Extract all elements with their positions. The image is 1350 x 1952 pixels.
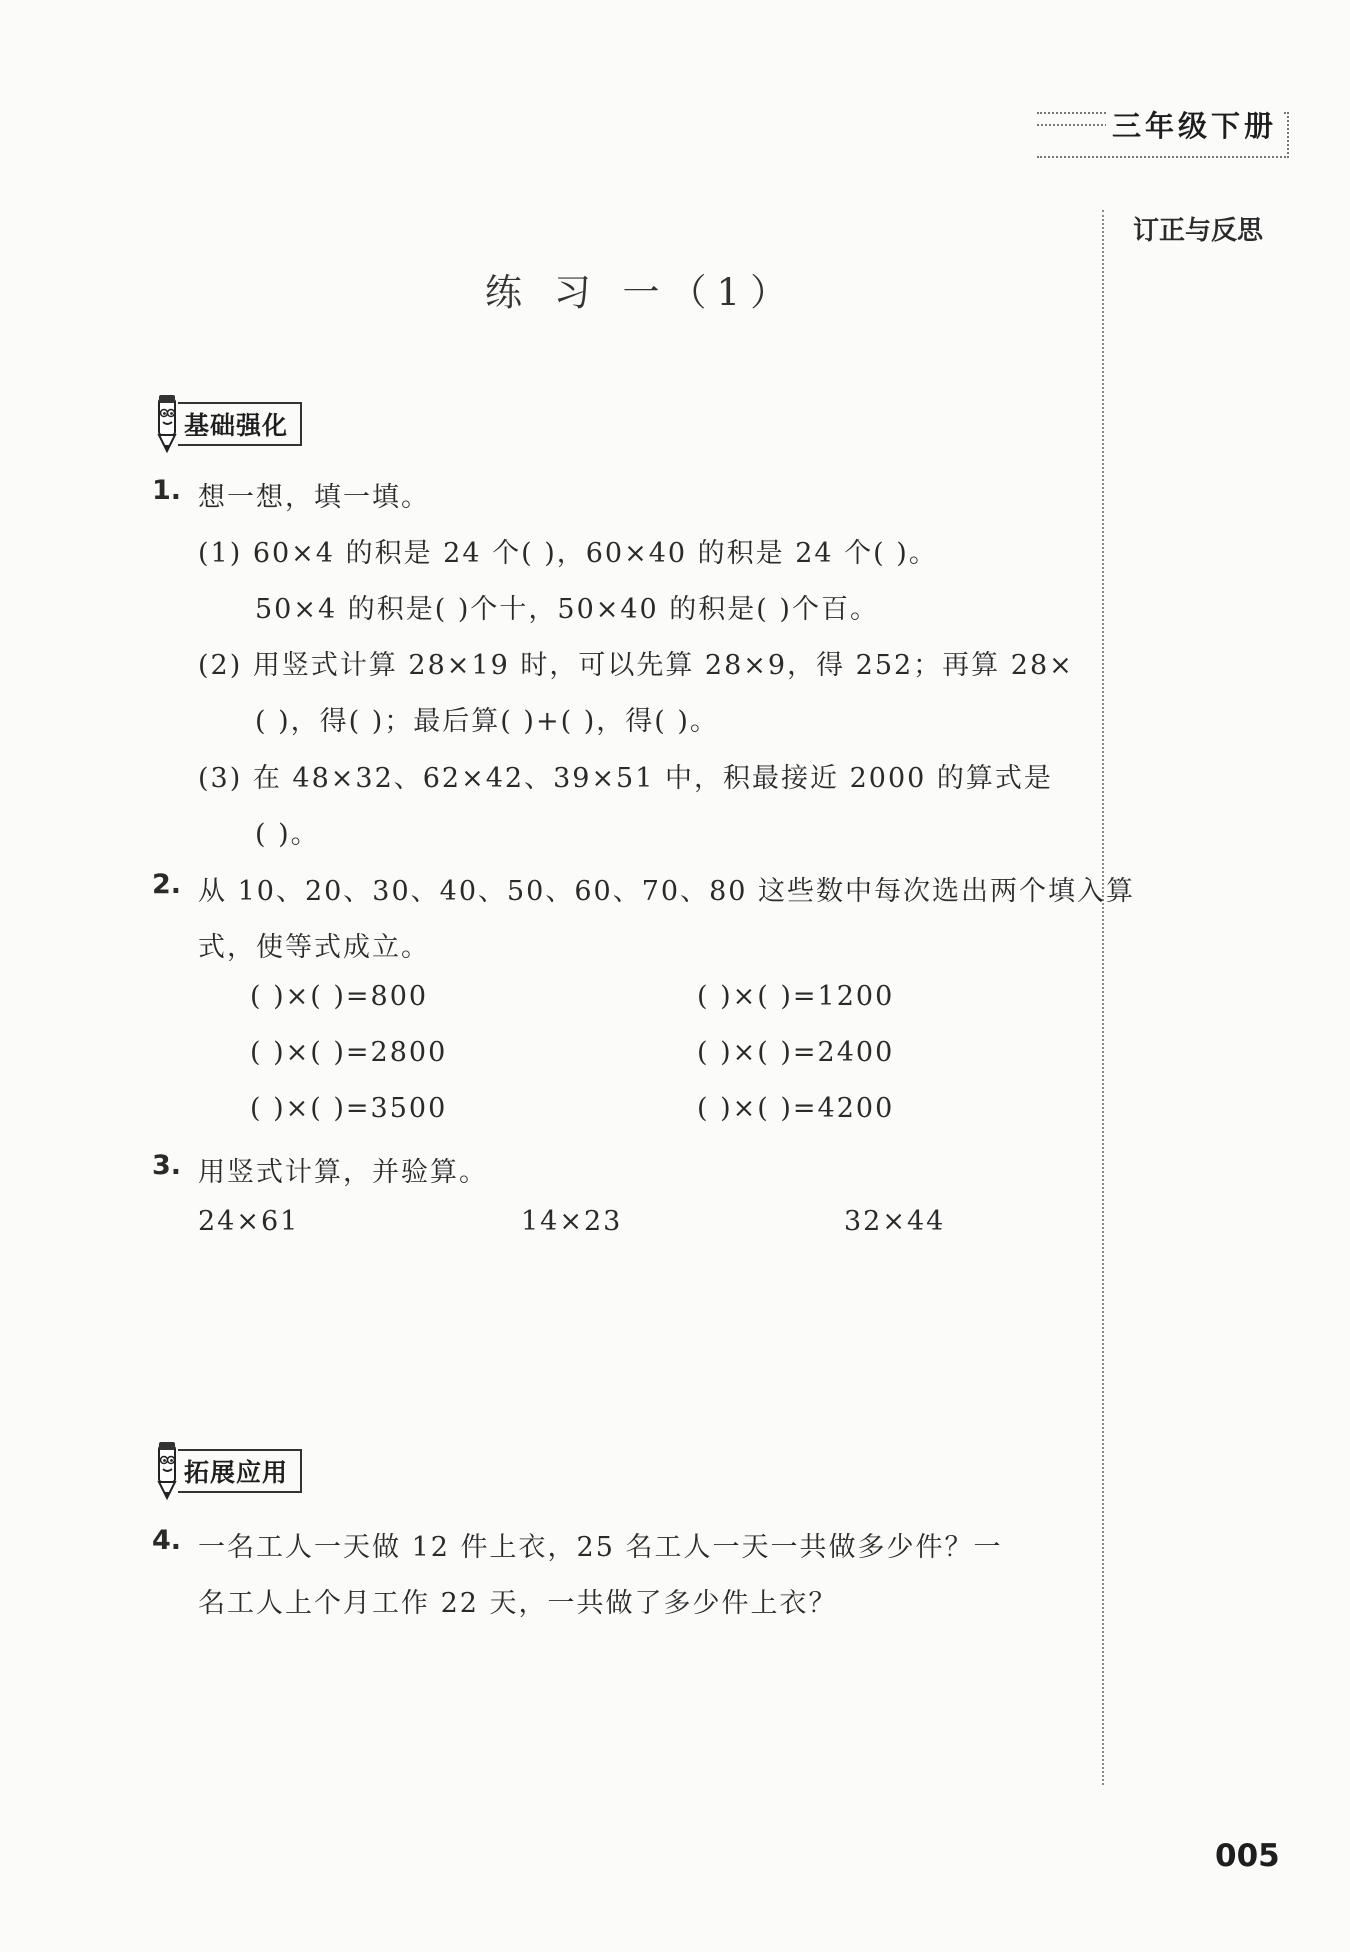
q1-part2-line1: (2) 用竖式计算 28×19 时，可以先算 28×9，得 252；再算 28× (198, 650, 1074, 681)
q2-equation: ( )×( )=2400 (697, 1037, 895, 1068)
q2-stem-line1: 从 10、20、30、40、50、60、70、80 这些数中每次选出两个填入算 (198, 876, 1136, 907)
section-basic-label: 基础强化 (178, 402, 302, 446)
q2-equation: ( )×( )=3500 (250, 1093, 448, 1124)
q4-number: 4. (152, 1525, 182, 1556)
section-basic (150, 393, 302, 455)
q3-expression: 14×23 (521, 1206, 623, 1237)
q4-line1: 一名工人一天做 12 件上衣，25 名工人一天一共做多少件？一 (198, 1532, 1003, 1563)
q1-number: 1. (152, 475, 182, 506)
margin-divider (1102, 210, 1104, 1785)
page-number: 005 (1215, 1838, 1280, 1874)
q1-part3-line2: ( )。 (255, 819, 320, 850)
q1-part1-line1: (1) 60×4 的积是 24 个( )，60×40 的积是 24 个( )。 (198, 538, 938, 569)
page-title: 练 习 一（1） (485, 271, 798, 314)
q1-stem: 想一想，填一填。 (198, 482, 430, 513)
q3-stem: 用竖式计算，并验算。 (198, 1157, 488, 1188)
section-extend-label: 拓展应用 (178, 1449, 302, 1493)
q1-part3-line1: (3) 在 48×32、62×42、39×51 中，积最接近 2000 的算式是 (198, 763, 1053, 794)
q2-equation: ( )×( )=1200 (697, 981, 895, 1012)
section-extend (150, 1440, 302, 1502)
q2-equation: ( )×( )=4200 (697, 1093, 895, 1124)
q2-stem-line2: 式，使等式成立。 (198, 932, 430, 963)
q4-line2: 名工人上个月工作 22 天，一共做了多少件上衣？ (198, 1588, 838, 1619)
q2-equation: ( )×( )=2800 (250, 1037, 448, 1068)
correction-reflection-label: 订正与反思 (1133, 216, 1264, 246)
q3-expression: 32×44 (844, 1206, 946, 1237)
q2-equation: ( )×( )=800 (250, 981, 429, 1012)
q1-part1-line2: 50×4 的积是( )个十，50×40 的积是( )个百。 (255, 594, 879, 625)
grade-label: 三年级下册 (1106, 104, 1283, 145)
q2-number: 2. (152, 869, 182, 900)
q1-part2-line2: ( )，得( )；最后算( )+( )，得( )。 (255, 706, 719, 737)
q3-expression: 24×61 (198, 1206, 300, 1237)
q3-number: 3. (152, 1150, 182, 1181)
